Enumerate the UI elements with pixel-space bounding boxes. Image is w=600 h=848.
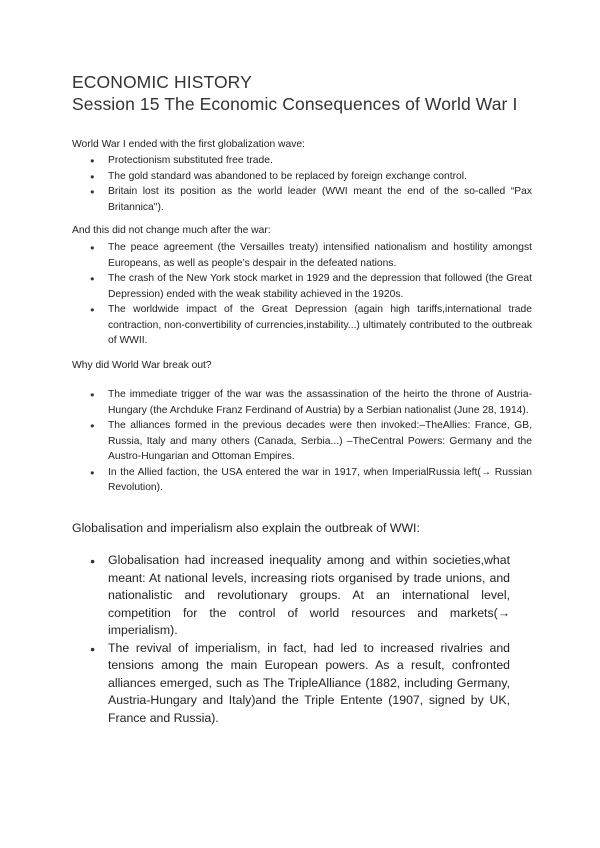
list-item: ● The peace agreement (the Versailles treaty) intensified nationalism and hostility amongst Europeans, as well as people’s despair in the defeated nations. (90, 240, 532, 271)
session-title: Session 15 The Economic Consequences of World War I (72, 94, 518, 114)
list-item: ● The crash of the New York stock market in 1929 and the depression that followed (the Great Depression) ended with the weak stability achieved in the 1920s. (90, 271, 532, 302)
list-item: ● The alliances formed in the previous decades were then invoked:–TheAllies: France, GB, Russia, Italy and many others (Canada, Serbia...) –TheCentral Powers: Germany and the Austro-Hungarian and Ottoman Empires. (90, 418, 532, 465)
list-item: ● The immediate trigger of the war was the assassination of the heirto the throne of Austria-Hungary (the Archduke Franz Ferdinand of Austria) by a Serbian nationalist (June 28, 1914). (90, 387, 532, 418)
document-title: ECONOMIC HISTORY (72, 72, 252, 92)
list-item: ● Globalisation had increased inequality among and within societies,what meant: At national levels, increasing riots organised by trade unions, and nationalistic and revolutionary groups. At an international level, competition for the control of world resources and markets(→ imperialism). (90, 552, 510, 640)
section-2-intro: And this did not change much after the war: (72, 225, 271, 236)
list-item: ● The worldwide impact of the Great Depression (again high tariffs,international trade contraction, non-convertibility of currencies,instability...) ultimately contributed to the outbreak of WWII. (90, 302, 532, 349)
list-item: ● Britain lost its position as the world leader (WWI meant the end of the so-called “Pax Britannica"). (90, 184, 532, 215)
section-3-intro: Why did World War break out? (72, 360, 212, 371)
section-2-bullet-list (90, 240, 532, 349)
list-item: ● Protectionism substituted free trade. (90, 153, 532, 169)
list-item: ● The gold standard was abandoned to be replaced by foreign exchange control. (90, 169, 532, 185)
section-4-intro: Globalisation and imperialism also explain the outbreak of WWI: (72, 521, 420, 535)
list-item: ● The revival of imperialism, in fact, had led to increased rivalries and tensions among the main European powers. As a result, confronted alliances emerged, such as The TripleAlliance (1882, including Germany, Austria-Hungary and Italy)and the Triple Entente (1907, signed by UK, France and Russia). (90, 640, 510, 728)
section-1-intro: World War I ended with the first globalization wave: (72, 139, 305, 150)
section-3-bullet-list (90, 387, 532, 496)
section-4-bullet-list (90, 552, 510, 727)
section-1-bullet-list (90, 153, 532, 215)
list-item: ● In the Allied faction, the USA entered the war in 1917, when ImperialRussia left(→ Russian Revolution). (90, 465, 532, 496)
